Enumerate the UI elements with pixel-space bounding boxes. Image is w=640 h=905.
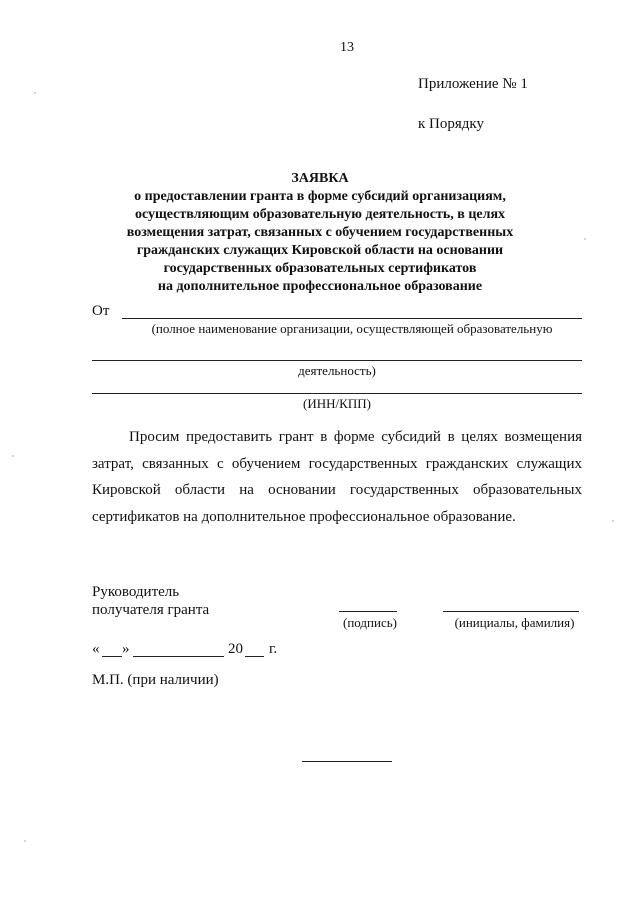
month-field-line[interactable] [133, 656, 224, 657]
head-label-line-2: получателя гранта [92, 602, 210, 618]
date-open-quote: « [92, 641, 100, 657]
title-line: на дополнительное профессиональное образование [157, 279, 483, 294]
title-line: осуществляющим образовательную деятельность, в целях [134, 207, 506, 222]
scan-speck [12, 455, 14, 457]
date-close-quote: » [122, 641, 130, 657]
request-text: Просим предоставить грант в форме субсидий в целях возмещения затрат, связанных с обучением государственных гражданских служащих Кировской области на основании государственных образовательных сертификатов на дополнительное профессиональное образование. [92, 429, 582, 526]
title-line: гражданских служащих Кировской области на основании [136, 243, 504, 258]
title-line: возмещения затрат, связанных с обучением государственных [126, 225, 514, 240]
inn-kpp-caption: (ИНН/КПП) [303, 396, 371, 411]
day-field-line[interactable] [102, 656, 122, 657]
signature-field-line[interactable] [339, 611, 397, 612]
document-title [60, 170, 580, 296]
scan-speck [612, 520, 614, 522]
year-field-line[interactable] [245, 656, 264, 657]
inn-kpp-field-line[interactable] [92, 393, 582, 394]
signature-caption: (подпись) [343, 615, 397, 630]
title-line: о предоставлении гранта в форме субсидий организациям, [134, 189, 506, 204]
head-label-line-1: Руководитель [92, 584, 180, 600]
appendix-label: Приложение № 1 [418, 76, 528, 92]
year-suffix: г. [269, 641, 278, 657]
organization-caption-2: деятельность) [298, 363, 376, 378]
stamp-label: М.П. (при наличии) [92, 672, 219, 688]
page-number: 13 [340, 40, 354, 55]
scan-speck [584, 238, 586, 240]
request-paragraph [92, 424, 582, 531]
name-caption: (инициалы, фамилия) [454, 615, 575, 630]
organization-caption-1: (полное наименование организации, осуществляющей образовательную [151, 321, 553, 336]
scan-speck [24, 840, 26, 842]
name-field-line[interactable] [443, 611, 579, 612]
organization-name-field-line[interactable] [122, 318, 582, 319]
title-line: государственных образовательных сертификатов [163, 261, 477, 276]
year-prefix: 20 [228, 641, 243, 657]
from-label: От [92, 303, 110, 319]
organization-name-field-line-2[interactable] [92, 360, 582, 361]
order-reference: к Порядку [418, 116, 484, 132]
scan-speck [34, 92, 36, 94]
title-heading: ЗАЯВКА [291, 171, 349, 186]
footer-separator [302, 761, 392, 762]
